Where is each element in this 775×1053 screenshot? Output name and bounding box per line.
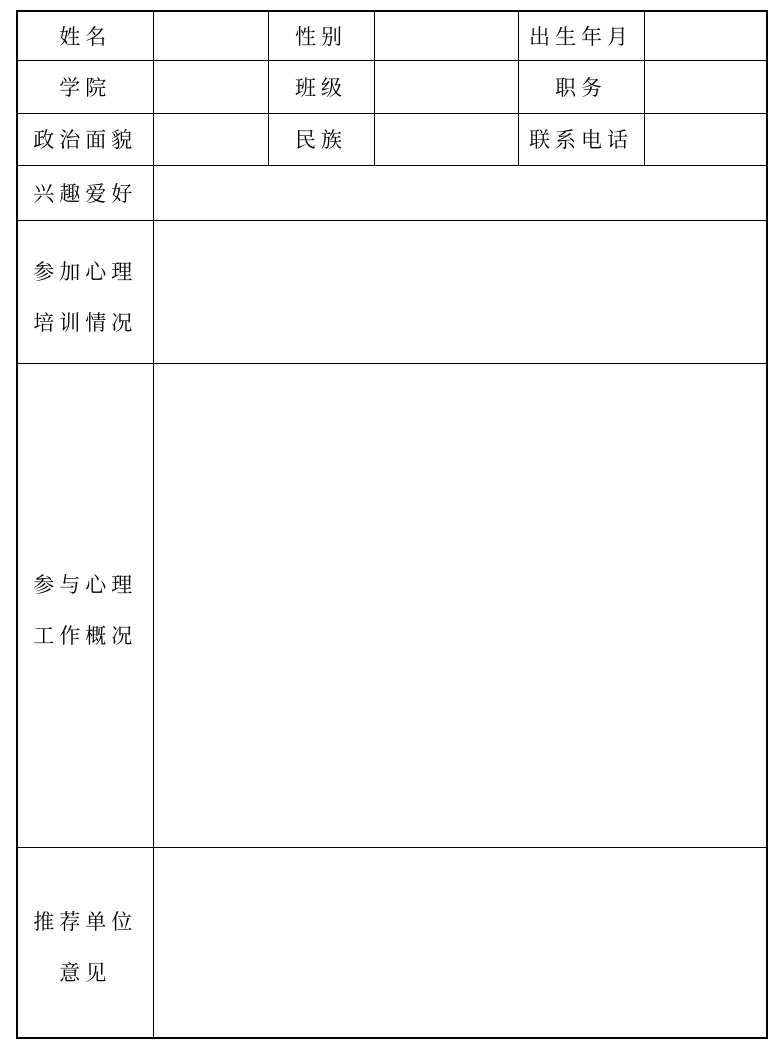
- field-value-class[interactable]: [374, 60, 518, 113]
- field-value-position[interactable]: [644, 60, 767, 113]
- section-value-recommending-unit-opinion[interactable]: [153, 847, 767, 1038]
- section-label-line: 参与心理: [33, 573, 138, 597]
- section-label-line: 工作概况: [33, 624, 138, 648]
- section-label-line: 培训情况: [33, 310, 138, 335]
- section-row-psych-work-overview: [17, 363, 767, 847]
- field-value-political-status[interactable]: [153, 113, 268, 165]
- field-label-political-status: 政治面貌: [17, 113, 153, 165]
- field-value-birthdate[interactable]: [644, 11, 767, 60]
- field-value-name[interactable]: [153, 11, 268, 60]
- info-row-1: [17, 11, 767, 60]
- section-label-psych-work-overview: [17, 363, 153, 847]
- section-value-hobbies[interactable]: [153, 165, 767, 220]
- section-label-line: 意见: [59, 961, 112, 986]
- section-label-hobbies: [17, 165, 153, 220]
- field-label-name: 姓名: [17, 11, 153, 60]
- field-value-gender[interactable]: [374, 11, 518, 60]
- section-label-psych-training: [17, 220, 153, 363]
- section-value-psych-training[interactable]: [153, 220, 767, 363]
- field-label-gender: 性别: [268, 11, 374, 60]
- info-row-2: [17, 60, 767, 113]
- section-row-hobbies: [17, 165, 767, 220]
- field-value-ethnicity[interactable]: [374, 113, 518, 165]
- field-label-birthdate: 出生年月: [518, 11, 644, 60]
- field-label-class: 班级: [268, 60, 374, 113]
- section-row-recommending-unit-opinion: [17, 847, 767, 1038]
- info-row-3: [17, 113, 767, 165]
- section-label-line: 兴趣爱好: [33, 181, 138, 206]
- field-value-phone[interactable]: [644, 113, 767, 165]
- field-label-position: 职务: [518, 60, 644, 113]
- section-label-recommending-unit-opinion: [17, 847, 153, 1038]
- section-row-psych-training: [17, 220, 767, 363]
- section-value-psych-work-overview[interactable]: [153, 363, 767, 847]
- registration-form-table: [16, 10, 768, 1039]
- section-label-line: 参加心理: [33, 259, 138, 284]
- field-label-college: 学院: [17, 60, 153, 113]
- field-label-ethnicity: 民族: [268, 113, 374, 165]
- field-value-college[interactable]: [153, 60, 268, 113]
- field-label-phone: 联系电话: [518, 113, 644, 165]
- section-label-line: 推荐单位: [33, 910, 138, 935]
